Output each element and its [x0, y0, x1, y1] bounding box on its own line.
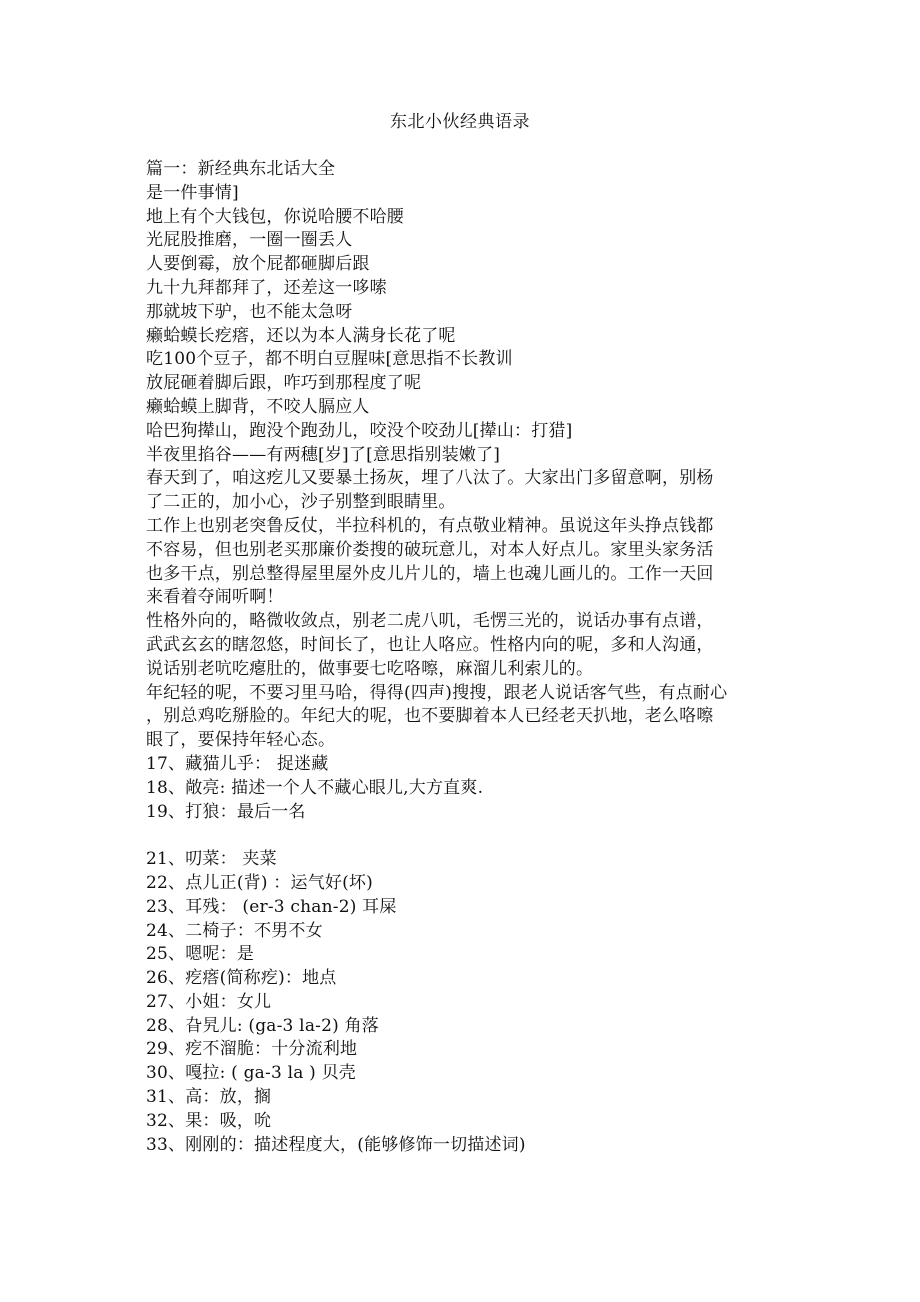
page-title: 东北小伙经典语录: [390, 112, 530, 132]
text-line: 18、敞亮: 描述一个人不藏心眼儿,大方直爽.: [146, 777, 484, 798]
text-line: 篇一：新经典东北话大全: [146, 159, 336, 179]
text-line: 30、嘎拉: ( ga-3 la ) 贝壳: [146, 1063, 356, 1084]
text-line: 19、打狼：最后一名: [146, 801, 306, 822]
text-line: 17、藏猫儿乎： 捉迷藏: [146, 753, 329, 774]
text-line: 24、二椅子：不男不女: [146, 920, 323, 941]
text-block-main: [146, 158, 778, 824]
text-line: 了二正的，加小心，沙子别整到眼睛里。: [146, 492, 456, 513]
text-line: 人要倒霉，放个屁都砸脚后跟: [146, 254, 370, 275]
text-line: 不容易，但也别老买那廉价娄搜的破玩意儿，对本人好点儿。家里头家务活: [146, 539, 714, 560]
text-line: 地上有个大钱包，你说哈腰不哈腰: [146, 206, 404, 227]
text-line: 也多干点，别总整得屋里屋外皮儿片儿的，墙上也魂儿画儿的。工作一天回: [146, 563, 714, 584]
text-line: 眼了，要保持年轻心态。: [146, 730, 336, 751]
text-line: ，别总鸡吃掰脸的。年纪大的呢，也不要脚着本人已经老天扒地，老么咯嚓: [146, 706, 714, 727]
text-line: 22、点儿正(背) ：运气好(坏): [146, 872, 373, 893]
text-line: 21、叨菜： 夹菜: [146, 849, 277, 870]
text-line: 是一件事情]: [146, 182, 239, 203]
text-line: 25、嗯呢：是: [146, 944, 255, 965]
text-line: 28、旮旯儿: (ga-3 la-2) 角落: [146, 1015, 379, 1036]
blank-line: [146, 824, 778, 848]
text-line: 性格外向的，略微收敛点，别老二虎八叽，毛愣三光的，说话办事有点谱，: [146, 611, 714, 632]
text-line: 春天到了，咱这疙儿又要暴土扬灰，埋了八汰了。大家出门多留意啊，别杨: [146, 468, 714, 489]
text-line: 年纪轻的呢，不要习里马哈，得得(四声)搜搜，跟老人说话客气些，有点耐心: [146, 682, 728, 703]
text-line: 吃100个豆子，都不明白豆腥味[意思指不长教训: [146, 349, 513, 370]
text-line: 癞蛤蟆上脚背，不咬人膈应人: [146, 396, 370, 417]
text-line: 武武玄玄的瞎忽悠，时间长了，也让人咯应。性格内向的呢，多和人沟通，: [146, 634, 714, 655]
text-line: 说话别老吭吃瘪肚的，做事要七吃咯嚓，麻溜儿利索儿的。: [146, 658, 594, 679]
text-line: 来看着夺闹听啊！: [146, 587, 284, 608]
text-line: 工作上也别老突鲁反仗，半拉科机的，有点敬业精神。虽说这年头挣点钱都: [146, 515, 714, 536]
text-line: 那就坡下驴，也不能太急呀: [146, 301, 353, 322]
text-line: 32、果：吸，吮: [146, 1110, 272, 1131]
text-line: 癞蛤蟆长疙瘩，还以为本人满身长花了呢: [146, 325, 456, 346]
text-line: 26、疙瘩(简称疙)：地点: [146, 968, 337, 989]
text-line: 33、刚刚的：描述程度大，(能够修饰一切描述词): [146, 1134, 526, 1155]
text-block-glossary: [146, 848, 778, 1157]
text-line: 31、高：放，搁: [146, 1087, 272, 1108]
text-line: 放屁砸着脚后跟，咋巧到那程度了呢: [146, 373, 422, 394]
text-line: 23、耳残： (er-3 chan-2) 耳屎: [146, 896, 397, 917]
text-line: 哈巴狗撵山，跑没个跑劲儿，咬没个咬劲儿[撵山：打猎]: [146, 420, 573, 441]
text-line: 半夜里掐谷——有两穗[岁]了[意思指别装嫩了]: [146, 444, 501, 465]
text-line: 九十九拜都拜了，还差这一哆嗦: [146, 277, 387, 298]
text-line: 光屁股推磨，一圈一圈丢人: [146, 230, 353, 251]
text-line: 27、小姐：女儿: [146, 991, 272, 1012]
document-body: [146, 158, 778, 1157]
text-line: 29、疙不溜脆：十分流利地: [146, 1039, 358, 1060]
